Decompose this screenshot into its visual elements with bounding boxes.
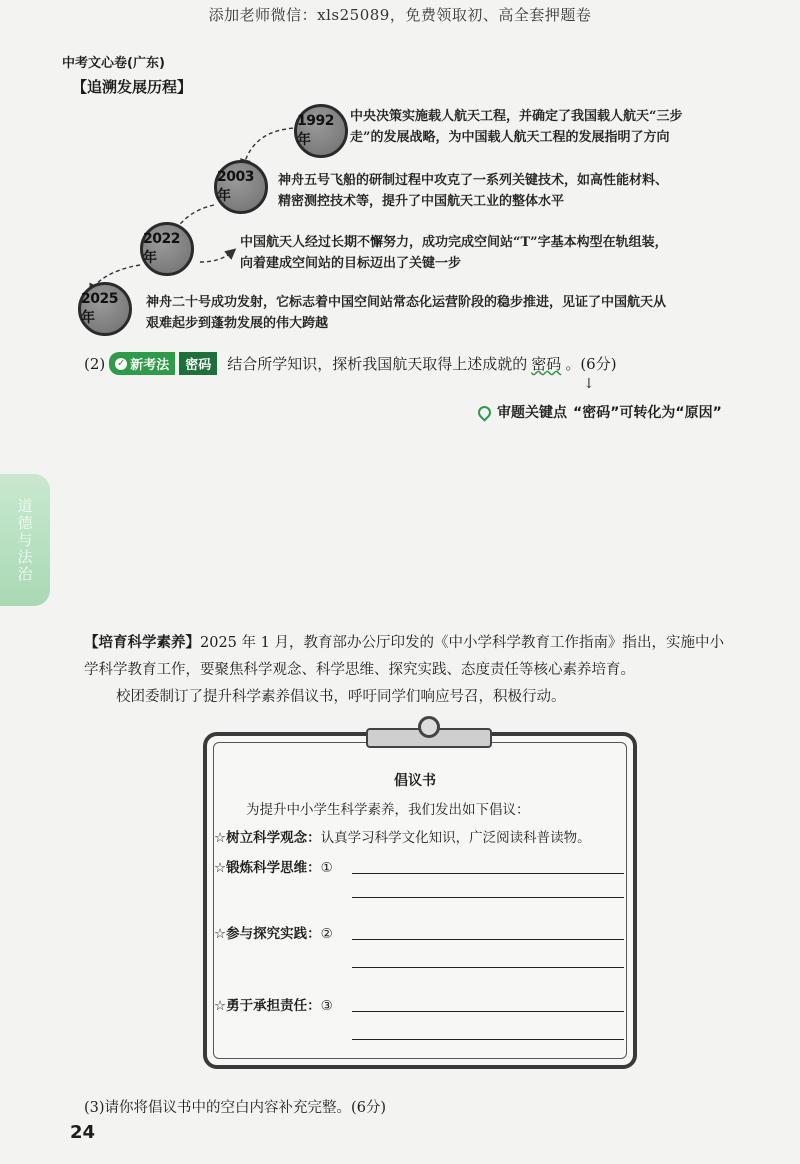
check-icon: ✓ — [117, 358, 126, 369]
year-circle-2025: 2025年 — [78, 282, 132, 336]
arrow-down-icon: ↓ — [583, 376, 595, 392]
row-thinking-mark: ① — [320, 860, 333, 876]
answer-line-3b[interactable] — [352, 1038, 624, 1040]
timeline-2003-line2: 精密测控技术等，提升了中国航天工业的整体水平 — [278, 194, 565, 209]
badge-new-label: 新考法 — [130, 358, 170, 373]
keypoint-hint — [478, 402, 722, 422]
row-practice-mark: ② — [320, 926, 333, 942]
timeline-text-2003 — [278, 170, 668, 212]
proposal-row-responsibility — [214, 994, 333, 1014]
timeline-text-2025 — [146, 292, 666, 334]
answer-line-2b[interactable] — [352, 966, 624, 968]
science-para-line3: 校团委制订了提升科学素养倡议书，呼吁同学们响应号召，积极行动。 — [116, 689, 566, 705]
answer-line-1a[interactable] — [352, 872, 624, 874]
timeline-1992-line2: 走”的发展战略，为中国载人航天工程的发展指明了方向 — [350, 130, 670, 145]
science-line1: 2025 年 1 月，教育部办公厅印发的《中小学科学教育工作指南》指出，实施中小 — [200, 635, 724, 651]
page-number: 24 — [70, 1122, 96, 1143]
proposal-intro: 为提升中小学生科学素养，我们发出如下倡议： — [246, 802, 530, 818]
q2-text-after: 。(6分) — [565, 355, 617, 373]
timeline-2022-line2: 向着建成空间站的目标迈出了关键一步 — [240, 256, 462, 271]
row-responsibility-mark: ③ — [320, 998, 333, 1014]
row-concept-text: 认真学习科学文化知识，广泛阅读科普读物。 — [320, 830, 591, 846]
board-hook — [418, 716, 440, 738]
side-tab-subject: 道德与法治 — [0, 474, 50, 606]
science-para-line1 — [84, 630, 724, 657]
timeline-2022-line1: 中国航天人经过长期不懈努力，成功完成空间站“T”字基本构型在轨组装， — [240, 235, 668, 250]
section-title: 【追溯发展历程】 — [72, 78, 193, 96]
timeline-text-1992 — [350, 106, 682, 148]
answer-line-1b[interactable] — [352, 896, 624, 898]
timeline-2003-line1: 神舟五号飞船的研制过程中攻克了一系列关键技术，如高性能材料、 — [278, 173, 669, 188]
row-thinking-label: ☆锻炼科学思维： — [214, 860, 321, 876]
year-circle-2022: 2022年 — [140, 222, 194, 276]
q2-number: (2) — [84, 354, 106, 373]
timeline-arrow-back-2 — [200, 252, 232, 262]
proposal-row-concept — [214, 826, 591, 846]
row-practice-label: ☆参与探究实践： — [214, 926, 321, 942]
row-responsibility-label: ☆勇于承担责任： — [214, 998, 321, 1014]
timeline-2025-line1: 神舟二十号成功发射，它标志着中国空间站常态化运营阶段的稳步推进，见证了中国航天从 — [146, 295, 667, 310]
timeline-1992-line1: 中央决策实施载人航天工程，并确定了我国载人航天“三步 — [350, 109, 683, 124]
timeline-arrow-1 — [244, 128, 300, 165]
timeline-2025-line2: 艰难起步到蓬勃发展的伟大跨越 — [146, 316, 329, 331]
keypoint-label: 审题关键点 — [497, 405, 567, 421]
question-2 — [84, 352, 617, 375]
answer-line-3a[interactable] — [352, 1010, 624, 1012]
q2-text-before: 结合所学知识，探析我国航天取得上述成就的 — [227, 355, 528, 373]
watermark-text: 添加老师微信：xls25089，免费领取初、高全套押题卷 — [208, 6, 592, 24]
proposal-row-thinking — [214, 856, 333, 876]
year-circle-1992: 1992年 — [294, 104, 348, 158]
science-label: 【培育科学素养】 — [84, 635, 200, 651]
year-circle-2003: 2003年 — [214, 160, 268, 214]
answer-line-2a[interactable] — [352, 938, 624, 940]
badge-mima: 密码 — [179, 352, 217, 375]
row-concept-label: ☆树立科学观念： — [214, 830, 321, 846]
proposal-row-practice — [214, 922, 333, 942]
science-para-line2: 学科学教育工作，要聚焦科学观念、科学思维、探究实践、态度责任等核心素养培育。 — [84, 662, 635, 678]
keypoint-text: “密码”可转化为“原因” — [573, 405, 722, 421]
proposal-title: 倡议书 — [394, 773, 436, 789]
q2-key-term: 密码 — [531, 355, 562, 373]
question-3: (3)请你将倡议书中的空白内容补充完整。(6分) — [84, 1100, 387, 1116]
book-header: 中考文心卷(广东) — [62, 56, 165, 71]
badge-new-method — [109, 352, 175, 375]
pin-icon — [475, 403, 493, 421]
timeline-text-2022 — [240, 232, 668, 274]
